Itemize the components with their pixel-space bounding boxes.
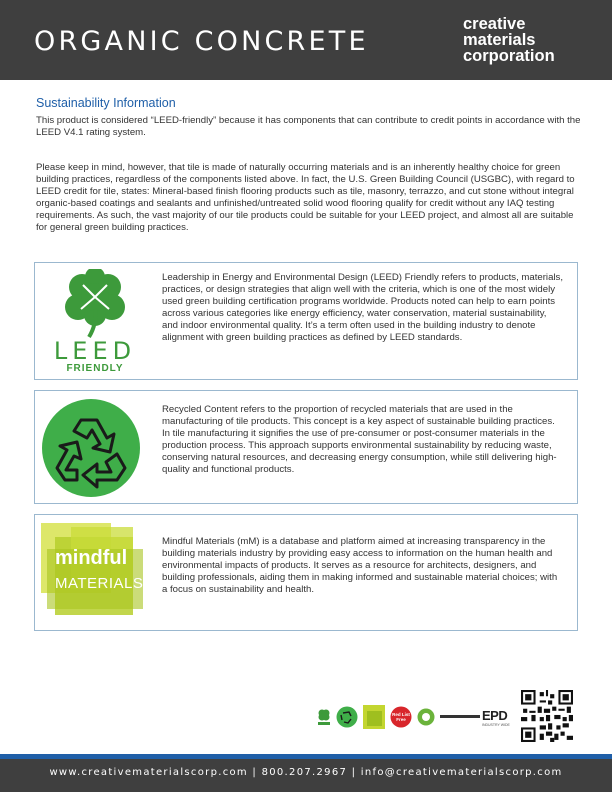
mindful-description: Mindful Materials (mM) is a database and platform aimed at increasing transparency in the building materials industry by providing easy access to information on the human health and environmental impacts of products. It serves as a resource for architects, designers, and building professionals, aiding them in making informed and sustainable material choices; with a focus on sustainability and health. xyxy=(162,536,558,595)
leed-description: Leadership in Energy and Environmental Design (LEED) Friendly refers to products, materials, practices, or design strategies that align well with the criteria, which is one of the most widely used green building certification programs worldwide. Products noted can help to earn points across various categories like energy efficiency, water conservation, material sustainability, and indoor environmental quality. It’s a term often used in the building industry to denote alignment with green building practices as defined by LEED standards. xyxy=(162,272,563,343)
mindful-badge-icon xyxy=(363,705,385,729)
recycle-icon xyxy=(41,398,141,498)
recycled-description: Recycled Content refers to the proportion of recycled materials that are used in the manufacturing of tile products. This concept is a key aspect of sustainable building practices. In tile manufacturing it signifies the use of pre-consumer or post-consumer materials in the production process. This approach supports environmental sustainability by reducing waste, conserving natural resources, and decreasing energy consumption, while still delivering high-quality and functional products. xyxy=(162,404,557,475)
mindful-materials-squares-icon xyxy=(41,519,147,625)
mindful-logo-word: mindful xyxy=(55,547,128,569)
leed-badge-icon xyxy=(316,708,332,726)
recycled-badge-icon xyxy=(336,706,358,728)
company-logo-line-1: creative xyxy=(463,15,526,33)
recycled-card xyxy=(34,390,578,504)
intro-paragraph: This product is considered “LEED-friendly” because it has components that can contribute to credit points in accordance with the LEED V4.1 rating system. xyxy=(36,115,581,138)
epd-sub-label: INDUSTRY WIDE xyxy=(482,723,510,727)
footer-contact[interactable]: www.creativematerialscorp.com | 800.207.2967 | info@creativematerialscorp.com xyxy=(49,767,563,778)
mindful-materials-card xyxy=(34,514,578,631)
page-footer xyxy=(0,759,612,792)
section-heading: Sustainability Information xyxy=(36,96,176,110)
company-logo-line-2: materials xyxy=(463,31,536,49)
company-logo xyxy=(463,16,555,64)
leed-card xyxy=(34,262,578,380)
leed-logo-word: LEED xyxy=(53,337,137,365)
company-logo-line-3: corporation xyxy=(463,47,555,65)
certification-badges xyxy=(316,704,516,734)
page-header xyxy=(0,0,612,80)
friendly-logo-word: FRIENDLY xyxy=(66,363,124,374)
details-paragraph: Please keep in mind, however, that tile is made of naturally occurring materials and is an inherently healthy choice for green building practices, regardless of the components listed above. In fact, the U.S. Green Building Council (USGBC), with regard to LEED credit for tile, states: Mineral-based finish flooring products such as tile, masonry, terrazzo, and cut stone without integral organic-based coatings and sealants and unfinished/untreated solid wood flooring qualify for credit without any IAQ testing requirements. As such, the vast majority of our tile products could be suitable for your LEED project, and almost all are suitable for general green building practices. xyxy=(36,162,575,233)
qr-code-icon[interactable] xyxy=(521,690,573,742)
materials-logo-word: MATERIALS xyxy=(55,575,144,592)
leed-friendly-logo xyxy=(45,269,145,373)
clover-icon xyxy=(45,269,145,339)
divider-bar xyxy=(440,715,480,718)
red-list-free-label: Red List Free xyxy=(392,712,410,722)
green-badge-icon xyxy=(417,708,435,726)
epd-label: EPD xyxy=(482,708,508,723)
product-title: ORGANIC CONCRETE xyxy=(34,26,369,57)
mindful-materials-logo xyxy=(41,519,147,625)
